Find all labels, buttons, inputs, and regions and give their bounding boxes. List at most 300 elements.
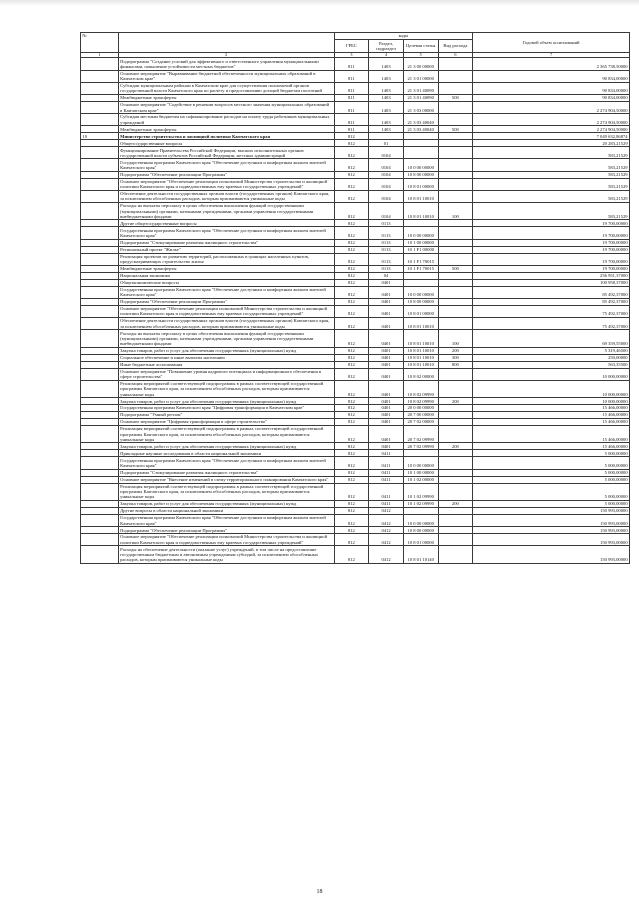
row-grbs: 812 (334, 500, 369, 507)
row-target: 10 8 01 00000 (403, 534, 438, 546)
row-target: 10 8 01 10010 (403, 190, 438, 202)
row-name: Межбюджетные трансферты (118, 126, 334, 133)
row-section: 1403 (369, 94, 404, 101)
row-grbs: 812 (334, 140, 369, 147)
row-name: Подпрограмма "Создание условий для эффективного и ответственного управления муниципальными финансами, повышение устойчивости местных бюджетов" (118, 58, 334, 70)
row-kind: 100 (438, 330, 473, 347)
row-grbs: 812 (334, 405, 369, 412)
row-amount: 75 492,37000 (473, 318, 630, 330)
row-grbs: 812 (334, 272, 369, 279)
row-name: Подпрограмма "Обеспечение реализации Программы" (118, 171, 334, 178)
row-target: 21 3 03 40040 (403, 126, 438, 133)
row-amount: 20 283,21529 (473, 140, 630, 147)
row-name: Министерство строительства и жилищной политики Камчатского края (118, 133, 334, 140)
table-row (81, 527, 630, 534)
row-name: Реализация мероприятий соответствующей подпрограммы в рамках соответствующей государственной программы Камчатского края, за исключением обособленных расходов, которым присваиваются уникальные коды (118, 426, 334, 443)
row-kind (438, 159, 473, 171)
row-amount: 19 700,00000 (473, 265, 630, 272)
row-name: Подпрограмма "Стимулирование развития жилищного строительства" (118, 469, 334, 476)
row-kind (438, 483, 473, 500)
table-row (81, 227, 630, 239)
table-row (81, 419, 630, 426)
row-kind (438, 507, 473, 514)
row-target: 10 8 00 00000 (403, 527, 438, 534)
row-amount: 2 274 904,50000 (473, 114, 630, 126)
row-section: 0411 (369, 457, 404, 469)
row-kind (438, 286, 473, 298)
table-row (81, 178, 630, 190)
row-target: 21 3 03 00000 (403, 101, 438, 113)
row-target: 10 8 01 10010 (403, 330, 438, 347)
row-number (81, 159, 119, 171)
row-name: Основное мероприятие "Внесение изменений в схему территориального планирования Камчатского края" (118, 476, 334, 483)
row-number (81, 140, 119, 147)
table-row (81, 330, 630, 347)
row-section: 0412 (369, 507, 404, 514)
row-target: 21 3 00 00000 (403, 58, 438, 70)
row-number (81, 178, 119, 190)
row-number (81, 483, 119, 500)
row-number (81, 514, 119, 526)
scan-edge-shadow (0, 0, 639, 6)
table-row (81, 368, 630, 380)
row-kind (438, 272, 473, 279)
row-number (81, 546, 119, 563)
row-kind (438, 405, 473, 412)
table-row (81, 347, 630, 354)
table-body (81, 58, 630, 563)
row-grbs: 812 (334, 534, 369, 546)
row-name: Межбюджетные трансферты (118, 94, 334, 101)
table-header (81, 33, 630, 58)
table-row (81, 361, 630, 368)
row-target: 10 1 02 09990 (403, 500, 438, 507)
row-name: Другие вопросы в области национальной экономики (118, 507, 334, 514)
row-number (81, 246, 119, 253)
row-grbs: 811 (334, 101, 369, 113)
row-name: Реализация мероприятий соответствующей подпрограммы в рамках соответствующей государственной программы Камчатского края, за исключением обособленных расходов, которым присваиваются уникальные коды (118, 483, 334, 500)
row-kind (438, 70, 473, 82)
row-name: Государственная программа Камчатского края "Обеспечение доступным и комфортным жильем жителей Камчатского края" (118, 514, 334, 526)
row-grbs: 812 (334, 507, 369, 514)
column-number: 7 (473, 52, 630, 58)
row-name: Государственная программа Камчатского края "Обеспечение доступным и комфортным жильем жителей Камчатского края" (118, 286, 334, 298)
table-row (81, 534, 630, 546)
row-section: 0113 (369, 265, 404, 272)
row-grbs: 812 (334, 412, 369, 419)
row-grbs: 812 (334, 178, 369, 190)
row-number: 10 (81, 133, 119, 140)
table-row (81, 500, 630, 507)
row-kind: 200 (438, 500, 473, 507)
row-grbs: 812 (334, 279, 369, 286)
row-kind (438, 318, 473, 330)
row-kind: 300 (438, 354, 473, 361)
row-kind (438, 133, 473, 140)
row-number (81, 419, 119, 426)
row-kind (438, 171, 473, 178)
row-section (369, 133, 404, 140)
row-grbs: 812 (334, 253, 369, 265)
row-section: 0412 (369, 534, 404, 546)
row-name: Основное мероприятие "Цифровая трансформация в сфере строительства" (118, 419, 334, 426)
column-number: 4 (369, 52, 404, 58)
row-grbs: 812 (334, 457, 369, 469)
row-number (81, 279, 119, 286)
row-grbs: 812 (334, 443, 369, 450)
row-name: Основное мероприятие "Выравнивание бюджетной обеспеченности муниципальных образований в Камчатском крае" (118, 70, 334, 82)
row-kind (438, 227, 473, 239)
table-row (81, 147, 630, 159)
table-row (81, 253, 630, 265)
row-amount: 15 466,00000 (473, 419, 630, 426)
row-name: Основное мероприятие "Обеспечение реализации полномочий Министерства строительства и жилищной политики Камчатского края и подведомственных ему краевых государственных учреждений" (118, 534, 334, 546)
table-row (81, 298, 630, 305)
row-amount: 2 365 738,50000 (473, 58, 630, 70)
table-row (81, 412, 630, 419)
row-kind: 100 (438, 202, 473, 219)
row-target: 10 8 01 00000 (403, 305, 438, 317)
row-amount: 150 993,00000 (473, 546, 630, 563)
row-grbs: 812 (334, 380, 369, 397)
row-number (81, 147, 119, 159)
row-section: 0401 (369, 380, 404, 397)
row-section: 0411 (369, 500, 404, 507)
row-name: Закупка товаров, работ и услуг для обеспечения государственных (муниципальных) нужд (118, 443, 334, 450)
row-grbs: 812 (334, 426, 369, 443)
row-section: 1403 (369, 58, 404, 70)
row-number (81, 171, 119, 178)
row-number (81, 354, 119, 361)
row-kind: 200 (438, 443, 473, 450)
row-target (403, 450, 438, 457)
row-target: 10 1 F1 70015 (403, 265, 438, 272)
row-name: Государственная программа Камчатского края "Обеспечение доступным и комфортным жильем жителей Камчатского края" (118, 227, 334, 239)
row-kind (438, 450, 473, 457)
header-codes-group: коды (334, 33, 473, 40)
row-section: 0411 (369, 483, 404, 500)
row-amount: 19 700,00000 (473, 227, 630, 239)
row-target: 10 0 00 00000 (403, 457, 438, 469)
row-target (403, 279, 438, 286)
row-section: 04 (369, 272, 404, 279)
row-grbs: 812 (334, 368, 369, 380)
row-grbs: 812 (334, 147, 369, 159)
row-grbs: 812 (334, 476, 369, 483)
row-name: Общегосударственные вопросы (118, 140, 334, 147)
row-target (403, 147, 438, 159)
row-target: 20 7 00 00000 (403, 412, 438, 419)
row-amount: 19 700,00000 (473, 253, 630, 265)
row-name: Расходы на выплаты персоналу в целях обеспечения выполнения функций государственными (муниципальными) органами, казенными учреждениями, органами управления государственными внебюджетными фондами (118, 330, 334, 347)
row-target: 10 1 00 00000 (403, 469, 438, 476)
row-kind (438, 246, 473, 253)
row-name: Межбюджетные трансферты (118, 265, 334, 272)
row-kind: 500 (438, 94, 473, 101)
row-target: 10 1 00 00000 (403, 239, 438, 246)
row-grbs: 811 (334, 94, 369, 101)
row-grbs: 812 (334, 286, 369, 298)
row-name: Расходы на обеспечение деятельности (оказание услуг) учреждений, в том числе на предоставление государственным бюджетным и автономным учреждениям субсидий, за исключением обособленных расходов, которым присваиваются уникальные коды (118, 546, 334, 563)
row-name: Основное мероприятие "Обеспечение реализации полномочий Министерства строительства и жилищной политики Камчатского края и подведомственных ему краевых государственных учреждений" (118, 178, 334, 190)
row-amount: 90 834,00000 (473, 94, 630, 101)
row-grbs: 812 (334, 546, 369, 563)
row-target (403, 507, 438, 514)
table-row (81, 514, 630, 526)
row-target: 10 8 01 00000 (403, 178, 438, 190)
table-row (81, 443, 630, 450)
row-section: 0401 (369, 368, 404, 380)
table-row (81, 354, 630, 361)
table-row (81, 140, 630, 147)
header-kind: Вид расхода (438, 39, 473, 52)
row-number (81, 272, 119, 279)
row-name: Государственная программа Камчатского края "Обеспечение доступным и комфортным жильем жителей Камчатского края" (118, 457, 334, 469)
row-name: Национальная экономика (118, 272, 334, 279)
row-name: Реализация проектов по развитию территорий, расположенных в границах населенных пунктов, предусматривающих строительство жилья (118, 253, 334, 265)
row-section: 0104 (369, 171, 404, 178)
row-target (403, 140, 438, 147)
row-target: 10 8 01 10010 (403, 202, 438, 219)
table-row (81, 246, 630, 253)
row-section: 0401 (369, 426, 404, 443)
row-name: Основное мероприятие "Содействие в решении вопросов местного значения муниципальных образований в Камчатском крае" (118, 101, 334, 113)
row-number (81, 265, 119, 272)
row-amount: 150 993,00000 (473, 534, 630, 546)
row-number (81, 457, 119, 469)
row-name: Расходы на выплаты персоналу в целях обеспечения выполнения функций государственными (муниципальными) органами, казенными учреждениями, органами управления государственными внебюджетными фондами (118, 202, 334, 219)
row-amount: 250,00000 (473, 354, 630, 361)
row-section: 0113 (369, 253, 404, 265)
row-kind (438, 140, 473, 147)
row-section: 0104 (369, 159, 404, 171)
row-target: 10 1 02 00000 (403, 476, 438, 483)
table-row (81, 483, 630, 500)
row-number (81, 318, 119, 330)
header-grbs: ГРБС (334, 39, 369, 52)
row-kind (438, 147, 473, 159)
row-amount: 150 993,00000 (473, 514, 630, 526)
row-section: 1403 (369, 82, 404, 94)
row-target: 10 0 00 00000 (403, 159, 438, 171)
row-amount: 5 319,46500 (473, 347, 630, 354)
row-grbs: 812 (334, 483, 369, 500)
table-row (81, 286, 630, 298)
row-number (81, 368, 119, 380)
row-name: Реализация мероприятий соответствующей подпрограммы в рамках соответствующей государственной программы Камчатского края, за исключением обособленных расходов, которым присваиваются уникальные коды (118, 380, 334, 397)
row-kind (438, 469, 473, 476)
table-row (81, 272, 630, 279)
row-name: Подпрограмма "Стимулирование развития жилищного строительства" (118, 239, 334, 246)
row-grbs: 812 (334, 190, 369, 202)
row-section: 1403 (369, 114, 404, 126)
table-row (81, 70, 630, 82)
row-amount: 5 000,00000 (473, 450, 630, 457)
header-no: № (81, 33, 119, 53)
row-number (81, 190, 119, 202)
row-grbs: 812 (334, 347, 369, 354)
row-amount: 583,21529 (473, 190, 630, 202)
row-kind (438, 298, 473, 305)
row-grbs: 812 (334, 227, 369, 239)
row-number (81, 398, 119, 405)
table-row (81, 457, 630, 469)
row-number (81, 253, 119, 265)
row-grbs: 812 (334, 354, 369, 361)
row-number (81, 239, 119, 246)
row-amount: 15 466,00000 (473, 412, 630, 419)
row-target: 10 8 01 10010 (403, 354, 438, 361)
row-target: 10 8 01 10010 (403, 318, 438, 330)
row-name: Основное мероприятие "Повышение уровня кадрового потенциала и информационного обеспечения в сфере строительства" (118, 368, 334, 380)
row-kind (438, 101, 473, 113)
row-number (81, 70, 119, 82)
row-name: Государственная программа Камчатского края "Обеспечение доступным и комфортным жильем жителей Камчатского края" (118, 159, 334, 171)
row-kind (438, 457, 473, 469)
row-amount: 150 993,00000 (473, 507, 630, 514)
row-name: Общеэкономические вопросы (118, 279, 334, 286)
table-row (81, 318, 630, 330)
row-section: 0401 (369, 412, 404, 419)
row-name: Государственная программа Камчатского края "Цифровая трансформация в Камчатском крае" (118, 405, 334, 412)
row-name: Социальное обеспечение и иные выплаты населению (118, 354, 334, 361)
row-target: 10 8 01 10010 (403, 361, 438, 368)
row-target: 10 8 02 00000 (403, 368, 438, 380)
row-kind (438, 368, 473, 380)
row-amount: 100 958,37000 (473, 279, 630, 286)
row-amount: 563,35500 (473, 361, 630, 368)
row-grbs: 811 (334, 82, 369, 94)
row-number (81, 82, 119, 94)
table-row (81, 101, 630, 113)
row-target: 10 1 F1 00000 (403, 246, 438, 253)
table-row (81, 114, 630, 126)
row-number (81, 412, 119, 419)
row-amount: 10 000,00000 (473, 380, 630, 397)
row-name: Закупка товаров, работ и услуг для обеспечения государственных (муниципальных) нужд (118, 398, 334, 405)
row-target: 21 3 01 40090 (403, 82, 438, 94)
row-number (81, 101, 119, 113)
row-target (403, 133, 438, 140)
row-kind (438, 476, 473, 483)
table-row (81, 171, 630, 178)
row-name: Обеспечение деятельности государственных органов власти (государственных органов) Камчатского края, за исключением обособленных расходов, которым присваиваются уникальные коды (118, 190, 334, 202)
row-amount: 19 700,00000 (473, 246, 630, 253)
table-row (81, 546, 630, 563)
row-section: 0401 (369, 298, 404, 305)
row-number (81, 450, 119, 457)
header-section: Раздел, подраздел (369, 39, 404, 52)
row-name: Подпрограмма "Умный регион" (118, 412, 334, 419)
table-row (81, 159, 630, 171)
row-grbs: 812 (334, 239, 369, 246)
row-amount: 5 000,00000 (473, 476, 630, 483)
row-section: 0401 (369, 354, 404, 361)
row-number (81, 443, 119, 450)
row-grbs: 812 (334, 318, 369, 330)
row-grbs: 811 (334, 58, 369, 70)
row-amount: 19 700,00000 (473, 220, 630, 227)
header-amount: Годовой объем ассигнований (473, 33, 630, 53)
row-amount: 5 000,00000 (473, 457, 630, 469)
row-name: Прикладные научные исследования в области национальной экономики (118, 450, 334, 457)
table-row (81, 82, 630, 94)
row-number (81, 469, 119, 476)
row-target: 20 7 02 00000 (403, 419, 438, 426)
row-section: 0411 (369, 469, 404, 476)
row-amount: 85 492,37000 (473, 298, 630, 305)
row-section: 0104 (369, 178, 404, 190)
row-grbs: 811 (334, 70, 369, 82)
header-name (118, 33, 334, 53)
row-section: 0401 (369, 361, 404, 368)
row-kind: 500 (438, 265, 473, 272)
budget-table (80, 32, 630, 564)
row-amount: 583,21529 (473, 171, 630, 178)
row-section: 0412 (369, 546, 404, 563)
row-grbs: 812 (334, 159, 369, 171)
row-amount: 5 000,00000 (473, 469, 630, 476)
row-section: 0113 (369, 239, 404, 246)
row-section: 01 (369, 140, 404, 147)
row-number (81, 507, 119, 514)
column-number: 6 (438, 52, 473, 58)
row-kind (438, 279, 473, 286)
table-row (81, 133, 630, 140)
row-grbs: 812 (334, 419, 369, 426)
row-amount: 10 000,00000 (473, 398, 630, 405)
row-target: 10 1 02 09990 (403, 483, 438, 500)
row-section: 1403 (369, 70, 404, 82)
row-section: 0411 (369, 476, 404, 483)
row-target: 20 7 02 09990 (403, 426, 438, 443)
row-target: 10 8 02 09990 (403, 380, 438, 397)
row-target: 10 8 00 00000 (403, 171, 438, 178)
row-section: 0113 (369, 220, 404, 227)
header-target: Целевая статья (403, 39, 438, 52)
row-amount: 85 492,37000 (473, 286, 630, 298)
row-kind (438, 419, 473, 426)
row-grbs: 811 (334, 126, 369, 133)
table-row (81, 405, 630, 412)
row-kind (438, 305, 473, 317)
row-name: Функционирование Правительства Российской Федерации, высших исполнительных органов государственной власти субъектов Российской Федерации, местных администраций (118, 147, 334, 159)
row-section: 0411 (369, 450, 404, 457)
row-section: 1403 (369, 101, 404, 113)
row-amount: 15 466,00000 (473, 405, 630, 412)
row-grbs: 812 (334, 202, 369, 219)
row-section: 0401 (369, 405, 404, 412)
row-number (81, 94, 119, 101)
row-amount: 10 000,00000 (473, 368, 630, 380)
row-number (81, 347, 119, 354)
column-number: 3 (334, 52, 369, 58)
table-row (81, 507, 630, 514)
column-number: 1 (81, 52, 119, 58)
row-kind: 800 (438, 361, 473, 368)
row-name: Закупка товаров, работ и услуг для обеспечения государственных (муниципальных) нужд (118, 347, 334, 354)
row-number (81, 286, 119, 298)
row-section: 0401 (369, 286, 404, 298)
row-target: 10 8 01 10010 (403, 347, 438, 354)
row-kind: 500 (438, 126, 473, 133)
row-amount: 2 274 904,50000 (473, 126, 630, 133)
row-number (81, 405, 119, 412)
row-kind (438, 82, 473, 94)
row-kind: 200 (438, 398, 473, 405)
column-number: 5 (403, 52, 438, 58)
row-number (81, 361, 119, 368)
